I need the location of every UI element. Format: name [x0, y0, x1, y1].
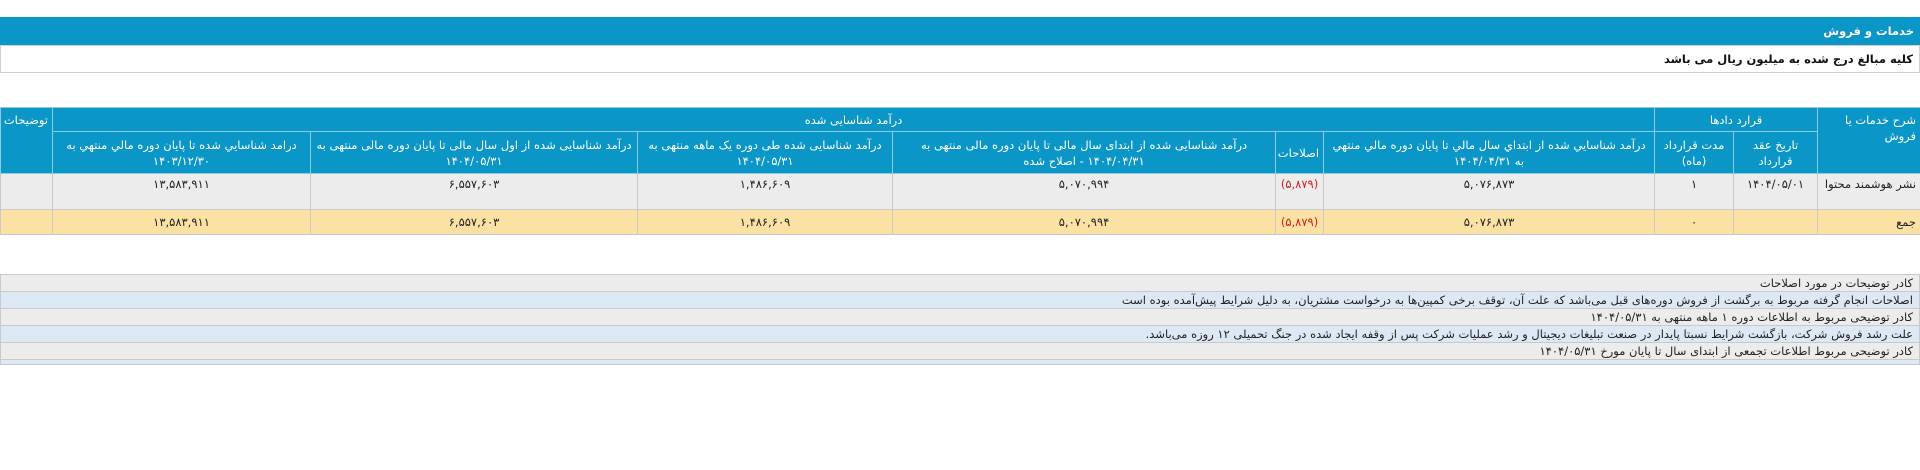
cell-notes [1, 174, 53, 210]
header-recognized-revenue: درآمد شناسایی شده [53, 108, 1655, 132]
header-revenue-to-1404-05-31: درآمد شناسایی شده از اول سال مالی تا پایان دوره مالی منتهی به ۱۴۰۴/۰۵/۳۱ [311, 132, 638, 174]
total-revenue-to-1403-12-30: ۱۳,۵۸۳,۹۱۱ [53, 210, 311, 235]
total-revenue-to-1404-05-31: ۶,۵۵۷,۶۰۳ [311, 210, 638, 235]
note-one-month-heading: کادر توضیحی مربوط به اطلاعات دوره ۱ ماهه منتهی به ۱۴۰۴/۰۵/۳۱ [1, 309, 1920, 326]
total-notes [1, 210, 53, 235]
cell-revenue-to-1404-04-31: ۵,۰۷۶,۸۷۳ [1324, 174, 1655, 210]
cell-contract-duration: ۱ [1655, 174, 1734, 210]
header-description: شرح خدمات یا فروش [1818, 108, 1920, 174]
total-revenue-one-month: ۱,۴۸۶,۶۰۹ [638, 210, 893, 235]
cell-revenue-adjusted: ۵,۰۷۰,۹۹۴ [893, 174, 1276, 210]
section-title: خدمات و فروش [0, 17, 1920, 45]
header-contract-date: تاريخ عقد قرارداد [1734, 132, 1818, 174]
units-note: کلیه مبالغ درج شده به میلیون ریال می باشد [0, 45, 1920, 73]
cell-revenue-to-1404-05-31: ۶,۵۵۷,۶۰۳ [311, 174, 638, 210]
cell-adjustments: (۵,۸۷۹) [1276, 174, 1324, 210]
total-adjustments: (۵,۸۷۹) [1276, 210, 1324, 235]
header-revenue-to-1404-04-31: درآمد شناسايي شده از ابتداي سال مالي تا پايان دوره مالي منتهي به ۱۴۰۴/۰۴/۳۱ [1324, 132, 1655, 174]
sales-table [0, 107, 1920, 235]
cell-description: نشر هوشمند محتوا [1818, 174, 1920, 210]
note-cumulative-heading: کادر توضیحی مربوط اطلاعات تجمعی از ابتدای سال تا پایان مورخ ۱۴۰۴/۰۵/۳۱ [1, 343, 1920, 360]
header-contracts: قرارد دادها [1655, 108, 1818, 132]
header-revenue-to-1403-12-30: درامد شناسايي شده تا پايان دوره مالي منتهي به ۱۴۰۳/۱۲/۳۰ [53, 132, 311, 174]
header-notes: توضیحات [1, 108, 53, 174]
note-adjustments-text: اصلاحات انجام گرفته مربوط به برگشت از فروش دوره‌های قبل می‌باشد که علت آن، توقف برخی کمپین‌ها به درخواست مشتریان، به دلیل شرایط پیش‌آمده بوده است [1, 292, 1920, 309]
note-one-month-text: علت رشد فروش شرکت، بازگشت شرایط نسبتا پایدار در صنعت تبلیغات دیجیتال و رشد عملیات شرکت پس از وقفه ایجاد شده در جنگ تحمیلی ۱۲ روزه می‌باشد. [1, 326, 1920, 343]
header-adjustments: اصلاحات [1276, 132, 1324, 174]
total-revenue-adjusted: ۵,۰۷۰,۹۹۴ [893, 210, 1276, 235]
total-contract-duration: ۰ [1655, 210, 1734, 235]
cell-contract-date: ۱۴۰۴/۰۵/۰۱ [1734, 174, 1818, 210]
total-contract-date [1734, 210, 1818, 235]
note-adjustments-heading: کادر توضیحات در مورد اصلاحات [1, 275, 1920, 292]
total-label: جمع [1818, 210, 1920, 235]
note-cumulative-text [1, 360, 1920, 365]
notes-table [0, 274, 1920, 365]
cell-revenue-to-1403-12-30: ۱۳,۵۸۳,۹۱۱ [53, 174, 311, 210]
header-revenue-one-month: درآمد شناسایی شده طی دوره یک ماهه منتهی به ۱۴۰۴/۰۵/۳۱ [638, 132, 893, 174]
total-row [1, 210, 1920, 235]
header-contract-duration: مدت قرارداد (ماه) [1655, 132, 1734, 174]
total-revenue-to-1404-04-31: ۵,۰۷۶,۸۷۳ [1324, 210, 1655, 235]
cell-revenue-one-month: ۱,۴۸۶,۶۰۹ [638, 174, 893, 210]
table-row [1, 174, 1920, 210]
header-revenue-adjusted: درآمد شناسایی شده از ابتدای سال مالی تا پایان دوره مالی منتهی به ۱۴۰۴/۰۴/۳۱ - اصلاح شده [893, 132, 1276, 174]
